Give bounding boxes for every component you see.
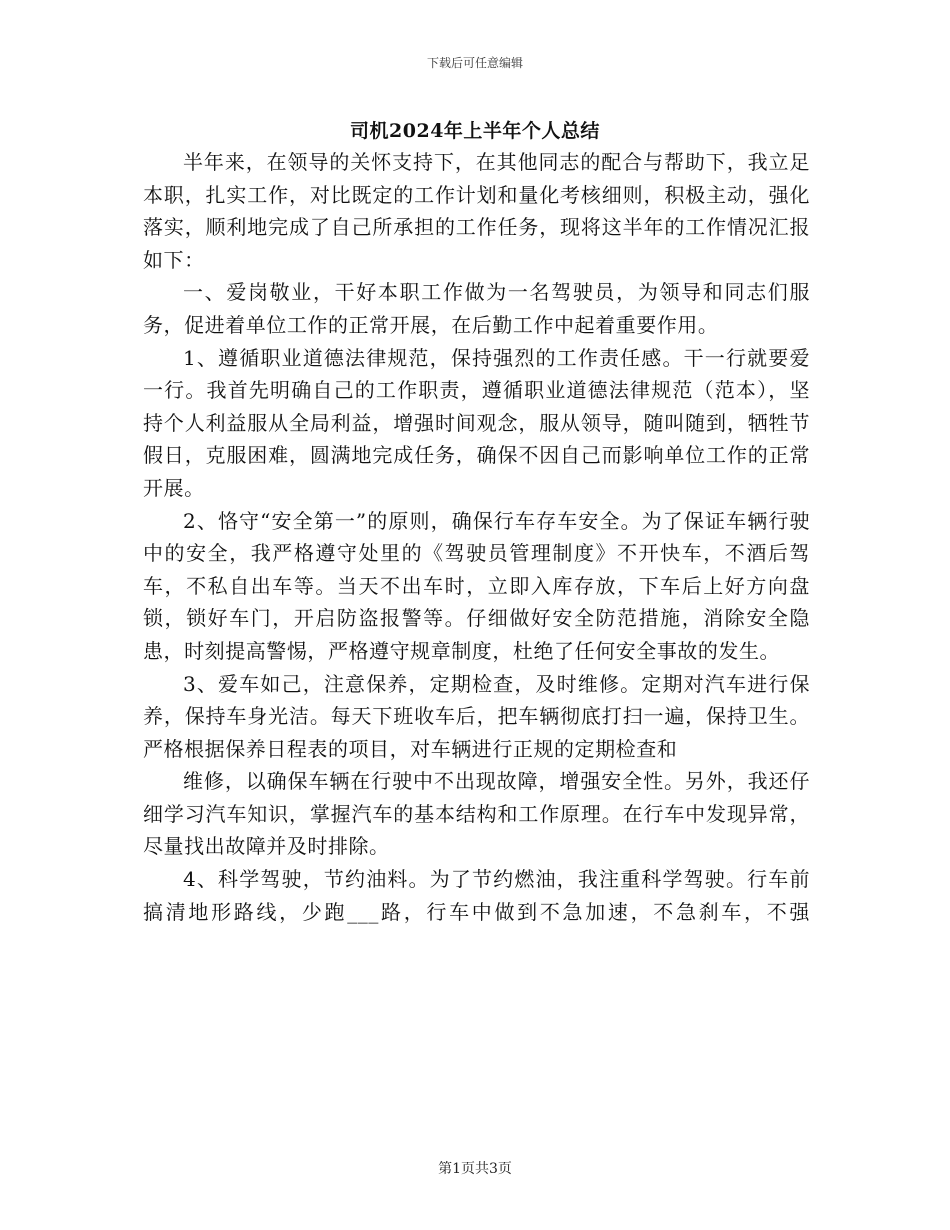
document-body [143, 146, 810, 928]
document-title: 司机2024年上半年个人总结 [350, 120, 600, 142]
paragraph-item-4: 4、科学驾驶，节约油料。为了节约燃油，我注重科学驾驶。行车前搞清地形路线，少跑___路，行车中做到不急加速，不急刹车，不强 [143, 867, 810, 924]
paragraph-item-3-continued: 维修，以确保车辆在行驶中不出现故障，增强安全性。另外，我还仔细学习汽车知识，掌握汽车的基本结构和工作原理。在行车中发现异常，尽量找出故障并及时排除。 [143, 769, 810, 859]
paragraph-intro: 半年来，在领导的关怀支持下，在其他同志的配合与帮助下，我立足本职，扎实工作，对比既定的工作计划和量化考核细则，积极主动，强化落实，顺利地完成了自己所承担的工作任务，现将这半年的工作情况汇报如下： [143, 150, 810, 272]
paragraph-item-1: 1、遵循职业道德法律规范，保持强烈的工作责任感。干一行就要爱一行。我首先明确自己的工作职责，遵循职业道德法律规范（范本），坚持个人利益服从全局利益，增强时间观念，服从领导，随叫随到，牺牲节假日，克服困难，圆满地完成任务，确保不因自己而影响单位工作的正常开展。 [143, 345, 810, 500]
page-number: 第1页共3页 [438, 1161, 512, 1177]
paragraph-item-2: 2、恪守“安全第一”的原则，确保行车存车安全。为了保证车辆行驶中的安全，我严格遵守处里的《驾驶员管理制度》不开快车，不酒后驾车，不私自出车等。当天不出车时，立即入库存放，下车后上好方向盘锁，锁好车门，开启防盗报警等。仔细做好安全防范措施，消除安全隐患，时刻提高警惕，严格遵守规章制度，杜绝了任何安全事故的发生。 [143, 508, 810, 663]
paragraph-item-3: 3、爱车如己，注意保养，定期检查，及时维修。定期对汽车进行保养，保持车身光洁。每天下班收车后，把车辆彻底打扫一遍，保持卫生。严格根据保养日程表的项目，对车辆进行正规的定期检查和 [143, 671, 810, 761]
page-header: 下载后可任意编辑 [426, 56, 523, 70]
paragraph-section-1: 一、爱岗敬业，干好本职工作做为一名驾驶员，为领导和同志们服务，促进着单位工作的正常开展，在后勤工作中起着重要作用。 [143, 280, 810, 337]
